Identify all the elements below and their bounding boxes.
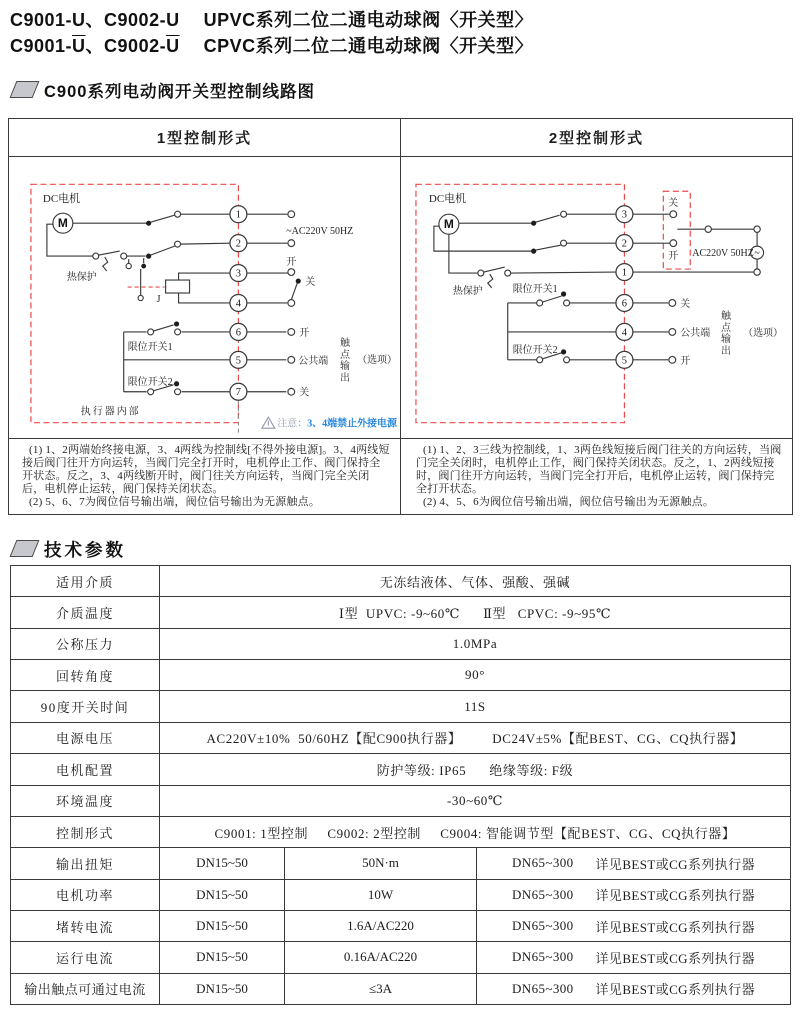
dn-large-cell [477, 880, 790, 910]
actuator-inner-label: 执行器内部 [80, 406, 141, 418]
dn-small-range: DN15~50 [160, 880, 285, 910]
svg-text:4: 4 [235, 298, 242, 310]
param-value: Ⅰ型 UPVC: -9~60℃ Ⅱ型 CPVC: -9~95℃ [338, 606, 612, 622]
param-value: AC220V±10% 50/60HZ【配C900执行器】 DC24V±5%【配BEST、CG、CQ执行器】 [206, 731, 744, 747]
table-row [11, 722, 790, 753]
table-row [11, 816, 790, 847]
table-row [11, 596, 790, 627]
contact-output-vertical-label: 触点输出 [340, 338, 350, 384]
dn-small-range: DN15~50 [160, 974, 285, 1004]
table-row [11, 628, 790, 659]
reference-note: 详见BEST或CG系列执行器 [595, 950, 755, 966]
param-label: 电机功率 [11, 880, 160, 910]
series-desc-upvc: UPVC系列二位二通电动球阀〈开关型〉 [203, 10, 534, 30]
param-label: 介质温度 [11, 597, 160, 627]
motor-letter: M [57, 216, 68, 231]
limit-switch2-label: 限位开关2 [512, 344, 558, 356]
circuit-diagram-type1 [9, 156, 400, 438]
option-label: （选项） [743, 327, 784, 339]
switch-close-label: 关 [668, 198, 679, 210]
model-overline-u2: $\overline{U}$ [166, 36, 180, 56]
param-value: C9001: 1型控制 C9002: 2型控制 C9004: 智能调节型【配BEST、CG、CQ执行器】 [214, 825, 736, 841]
dn-large-cell [477, 942, 790, 972]
svg-text:4: 4 [621, 327, 628, 339]
note-2: (2) 4、5、6为阀位信号输出端，阀位信号输出为无源触点。 [423, 496, 715, 508]
table-row [11, 566, 790, 596]
output-close-label: 关 [299, 387, 310, 399]
switch-open-label: 开 [286, 257, 297, 269]
output-close-label: 关 [680, 298, 691, 310]
limit-switch2-label: 限位开关2 [127, 376, 173, 388]
reference-note: 详见BEST或CG系列执行器 [595, 982, 755, 998]
output-open-label: 开 [299, 327, 310, 339]
param-label: 控制形式 [11, 817, 160, 847]
dn-large-range: DN65~300 [512, 980, 574, 996]
param-label: 输出扭矩 [11, 848, 160, 878]
dn-small-range: DN15~50 [160, 911, 285, 941]
table-row [11, 690, 790, 721]
table-row [11, 941, 790, 972]
param-value: 50N·m [285, 848, 477, 878]
note-1: (1) 1、2两端始终接电源，3、4两线为控制线[不得外接电源]。3、4两线短接后阀门往开方向运转，当阀门完全打开时，电机停止工作、阀门保持全开状态。反之，3、4两线断开时，阀门往关方向运转，当阀门完全关闭后，电机停止运转，阀门保持关闭状态。 [22, 444, 390, 495]
param-label: 适用介质 [11, 566, 160, 596]
motor-letter: M [443, 217, 454, 232]
param-label: 环境温度 [11, 786, 160, 816]
warning-text-blue: 3、4端禁止外接电源 [307, 418, 397, 430]
terminal-strip [616, 206, 633, 369]
table-row [11, 910, 790, 941]
title-line-1 [10, 6, 533, 32]
dn-large-range: DN65~300 [512, 949, 574, 965]
svg-text:6: 6 [235, 327, 242, 339]
thermal-label: 热保护 [66, 272, 97, 284]
dn-small-range: DN15~50 [160, 942, 285, 972]
diagram-header-type1: 1型控制形式 [156, 130, 253, 147]
param-label: 90度开关时间 [11, 691, 160, 721]
dc-motor-label: DC电机 [428, 193, 467, 206]
table-row [11, 879, 790, 910]
svg-text:3: 3 [621, 209, 628, 221]
svg-text:3: 3 [235, 268, 242, 280]
param-value: 无冻结液体、气体、强酸、强碱 [379, 574, 571, 590]
dc-motor-label: DC电机 [42, 193, 81, 206]
svg-text:5: 5 [621, 355, 628, 367]
switch-open-label: 开 [668, 251, 679, 263]
limit-switch1-label: 限位开关1 [512, 284, 558, 296]
reference-note: 详见BEST或CG系列执行器 [595, 888, 755, 904]
svg-text:6: 6 [621, 298, 628, 310]
param-label: 堵转电流 [11, 911, 160, 941]
model-names-upvc: C9001-U、C9002-U [10, 10, 180, 30]
model-overline-u1: $\overline{U}$ [72, 36, 86, 56]
model-prefix-1: C9001- [10, 36, 73, 56]
dn-large-cell [477, 974, 790, 1004]
table-row [11, 753, 790, 784]
param-label: 输出触点可通过电流 [11, 974, 160, 1004]
section-title-params: 技术参数 [44, 540, 126, 560]
param-value: ≤3A [285, 974, 477, 1004]
param-label: 公称压力 [11, 629, 160, 659]
param-label: 电源电压 [11, 723, 160, 753]
param-label: 回转角度 [11, 660, 160, 690]
dn-large-range: DN65~300 [512, 855, 574, 871]
svg-text:7: 7 [235, 387, 242, 399]
svg-text:1: 1 [235, 209, 242, 221]
dn-large-cell [477, 848, 790, 878]
note-1: (1) 1、2、3三线为控制线，1、3两色线短接后阀门往关的方向运转，当阀门完全关闭时，电机停止工作，阀门保持关闭状态。反之，1、2两线短接时，阀门往开方向运转，当阀门完全打开后，电机停止运转，阀门保持完全打开状态。 [416, 444, 782, 495]
param-value: 10W [285, 880, 477, 910]
svg-text:1: 1 [621, 267, 628, 279]
relay-coil [166, 280, 190, 293]
limit-switch1-label: 限位开关1 [127, 341, 173, 353]
dn-large-range: DN65~300 [512, 918, 574, 934]
param-value: 防护等级: IP65 绝缘等级: F级 [376, 762, 574, 778]
param-label: 运行电流 [11, 942, 160, 972]
table-row [11, 785, 790, 816]
option-label: （选项） [357, 354, 398, 366]
table-row [11, 659, 790, 690]
circuit-diagram-type2 [401, 156, 792, 438]
dn-large-range: DN65~300 [512, 886, 574, 902]
table-row [11, 847, 790, 878]
power-label: AC220V 50HZ [692, 248, 754, 260]
output-common-label: 公共端 [298, 355, 329, 367]
section-title-circuit: C900系列电动阀开关型控制线路图 [44, 83, 315, 101]
section-marker-icon [10, 540, 40, 557]
reference-note: 详见BEST或CG系列执行器 [595, 919, 755, 935]
warning-prefix: 注意： [277, 418, 308, 430]
svg-text:2: 2 [621, 238, 628, 250]
diagram-header-type2: 2型控制形式 [548, 130, 645, 147]
param-value: 1.6A/AC220 [285, 911, 477, 941]
relay-label: J [156, 293, 161, 305]
output-common-label: 公共端 [680, 327, 711, 339]
wires [47, 214, 297, 392]
note-2: (2) 5、6、7为阀位信号输出端，阀位信号输出为无源触点。 [29, 496, 321, 508]
model-prefix-2: 、C9002- [85, 36, 167, 56]
type2-notes [401, 439, 792, 518]
param-value: -30~60℃ [446, 792, 504, 808]
title-line-2 [10, 32, 533, 58]
switch-close-label: 关 [305, 277, 316, 289]
thermal-label: 热保护 [452, 286, 483, 298]
dn-small-range: DN15~50 [160, 848, 285, 878]
table-row [11, 973, 790, 1004]
reference-note: 详见BEST或CG系列执行器 [595, 856, 755, 872]
tech-params-table [10, 565, 791, 1005]
dn-large-cell [477, 911, 790, 941]
svg-text:5: 5 [235, 355, 242, 367]
param-value: 90° [465, 667, 485, 683]
series-desc-cpvc: CPVC系列二位二通电动球阀〈开关型〉 [203, 36, 534, 56]
param-value: 1.0MPa [452, 635, 498, 651]
ac-source-tilde: ~ [754, 248, 760, 260]
svg-text:2: 2 [235, 238, 242, 250]
param-value: 11S [464, 698, 486, 714]
section-marker-icon [10, 81, 40, 98]
param-label: 电机配置 [11, 754, 160, 784]
param-value: 0.16A/AC220 [285, 942, 477, 972]
power-label: ~AC220V 50HZ [286, 226, 354, 238]
output-open-label: 开 [680, 355, 691, 367]
circuit-table [8, 118, 793, 515]
type1-notes [9, 439, 400, 518]
contact-output-vertical-label: 触点输出 [721, 311, 731, 357]
